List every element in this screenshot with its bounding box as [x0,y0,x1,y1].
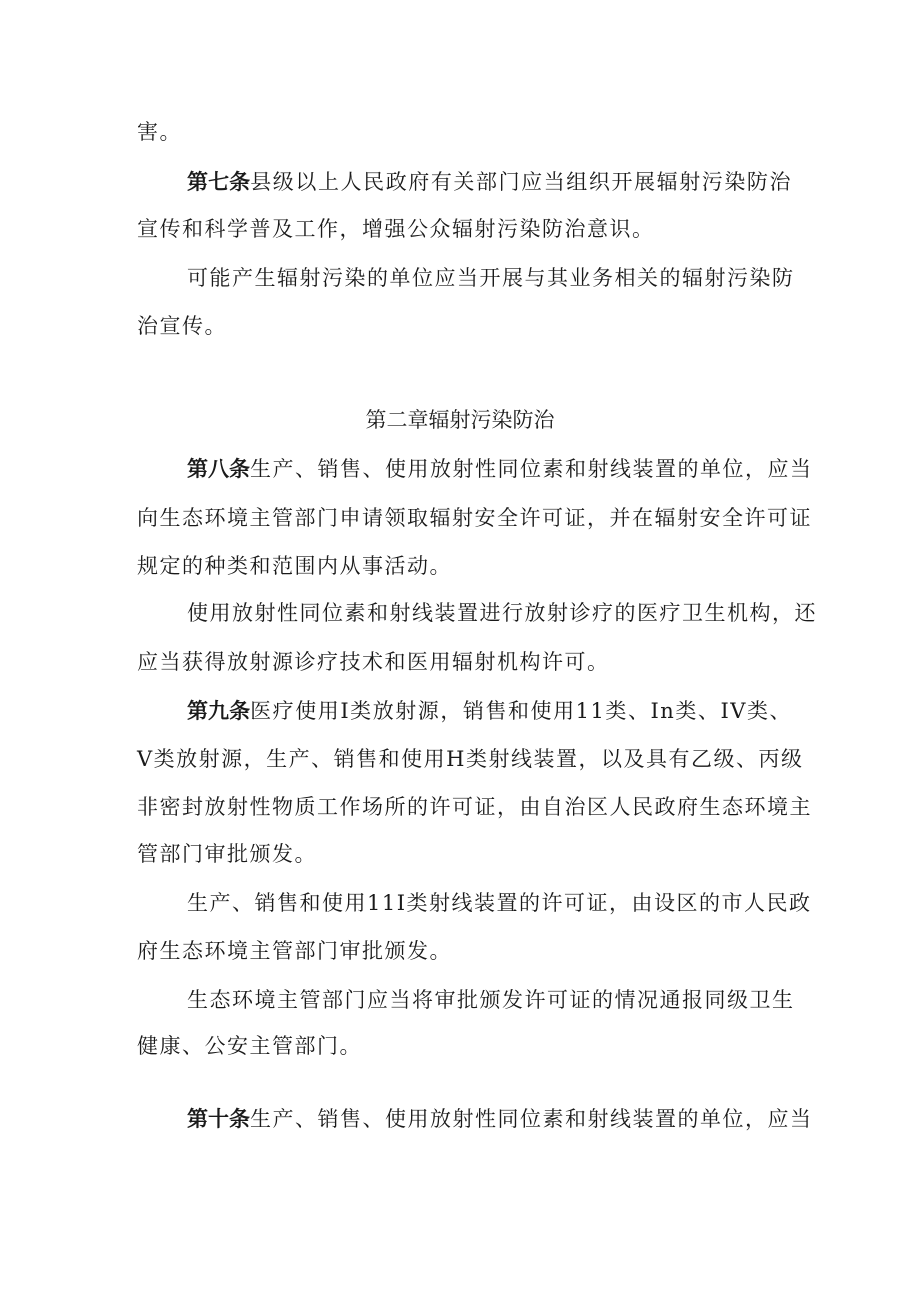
article-10-title: 第十条 [187,1107,250,1131]
text-line: 府生态环境主管部门审批颁发。 [137,939,452,963]
text-line: 管部门审批颁发。 [137,842,317,866]
text-line: V类放射源，生产、销售和使用H类射线装置，以及具有乙级、丙级 [137,747,804,771]
article-9-title: 第九条 [187,699,251,723]
text-line: 治宣传。 [137,314,227,338]
text-line: 健康、公安主管部门。 [137,1034,362,1058]
text-line: 宣传和科学普及工作，增强公众辐射污染防治意识。 [137,217,655,241]
article-8-title: 第八条 [187,457,250,481]
text-line: 害。 [137,120,182,144]
text-line: 非密封放射性物质工作场所的许可证，由自治区人民政府生态环境主 [137,795,812,819]
article-8-first-line: 第八条生产、销售、使用放射性同位素和射线装置的单位，应当 [187,457,813,481]
article-9-first-line: 第九条医疗使用I类放射源，销售和使用11类、In类、IV类、 [187,699,793,723]
text-line: 应当获得放射源诊疗技术和医用辐射机构许可。 [137,650,610,674]
text-line: 使用放射性同位素和射线装置进行放射诊疗的医疗卫生机构，还 [187,601,817,625]
text-line: 生产、销售和使用11I类射线装置的许可证，由设区的市人民政 [187,891,812,915]
article-10-first-line: 第十条生产、销售、使用放射性同位素和射线装置的单位，应当 [187,1107,813,1131]
text-line: 可能产生辐射污染的单位应当开展与其业务相关的辐射污染防 [187,266,795,290]
article-7-title: 第七条 [187,170,251,194]
text-line: 生态环境主管部门应当将审批颁发许可证的情况通报同级卫生 [187,988,795,1012]
text-line: 规定的种类和范围内从事活动。 [137,554,452,578]
text-line: 向生态环境主管部门申请领取辐射安全许可证，并在辐射安全许可证 [137,506,812,530]
article-7-first-line: 第七条县级以上人民政府有关部门应当组织开展辐射污染防治 [187,170,793,194]
chapter-heading: 第二章辐射污染防治 [365,408,555,432]
